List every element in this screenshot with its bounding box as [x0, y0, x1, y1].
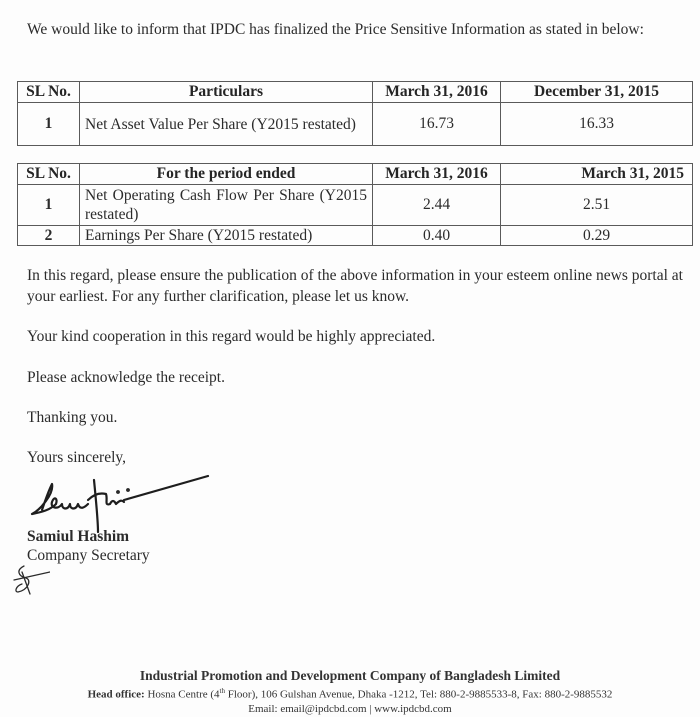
value-cell: 16.33: [501, 103, 693, 146]
address-part: Hosna Centre (4: [144, 688, 220, 701]
header-date-1: March 31, 2016: [373, 164, 501, 185]
particular-cell: Earnings Per Share (Y2015 restated): [80, 226, 373, 246]
floor-suffix: th: [219, 687, 225, 695]
header-sl-no: SL No.: [18, 82, 80, 103]
value-cell: 2.44: [373, 185, 501, 226]
nav-table: [17, 81, 693, 146]
initials-icon: [10, 562, 50, 598]
cooperation-paragraph: Your kind cooperation in this regard would be highly appreciated.: [27, 328, 436, 345]
thanking-paragraph: Thanking you.: [27, 409, 118, 426]
particular-cell: Net Asset Value Per Share (Y2015 restated): [80, 103, 373, 146]
particular-cell: Net Operating Cash Flow Per Share (Y2015 restated): [80, 185, 373, 226]
value-cell: 16.73: [373, 103, 501, 146]
letterhead-footer: [0, 668, 700, 716]
table-row: [18, 103, 693, 146]
company-name: Industrial Promotion and Development Company of Bangladesh Limited: [139, 668, 561, 683]
signer-name: Samiul Hashim: [27, 528, 130, 545]
signature-icon: [28, 470, 213, 535]
table-row: [18, 226, 693, 246]
header-sl-no: SL No.: [18, 164, 80, 185]
header-date-2: March 31, 2015: [501, 164, 693, 185]
acknowledge-paragraph: Please acknowledge the receipt.: [27, 369, 225, 386]
table-header-row: [18, 82, 693, 103]
header-period: For the period ended: [80, 164, 373, 185]
signer-title: Company Secretary: [27, 547, 150, 564]
header-particulars: Particulars: [80, 82, 373, 103]
address-part: Floor), 106 Gulshan Avenue, Dhaka -1212, Tel: 880-2-9885533-8, Fax: 880-2-9885532: [224, 688, 613, 701]
closing-salutation: Yours sincerely,: [27, 449, 127, 466]
per-share-table: [17, 163, 693, 246]
head-office-label: Head office:: [87, 688, 145, 701]
value-cell: 2.51: [501, 185, 693, 226]
value-cell: 0.29: [501, 226, 693, 246]
table-header-row: [18, 164, 693, 185]
sl-cell: 1: [18, 185, 80, 226]
contact-info: Email: email@ipdcbd.com | www.ipdcbd.com: [248, 702, 452, 715]
head-office-address: [0, 684, 700, 702]
sl-cell: 1: [18, 103, 80, 146]
regard-paragraph: In this regard, please ensure the publication of the above information in your esteem online news portal at your earliest. For any further clarification, please let us know.: [27, 267, 683, 305]
value-cell: 0.40: [373, 226, 501, 246]
intro-paragraph: We would like to inform that IPDC has finalized the Price Sensitive Information as stated in below:: [27, 21, 644, 38]
header-date-2: December 31, 2015: [501, 82, 693, 103]
sl-cell: 2: [18, 226, 80, 246]
header-date-1: March 31, 2016: [373, 82, 501, 103]
table-row: [18, 185, 693, 226]
